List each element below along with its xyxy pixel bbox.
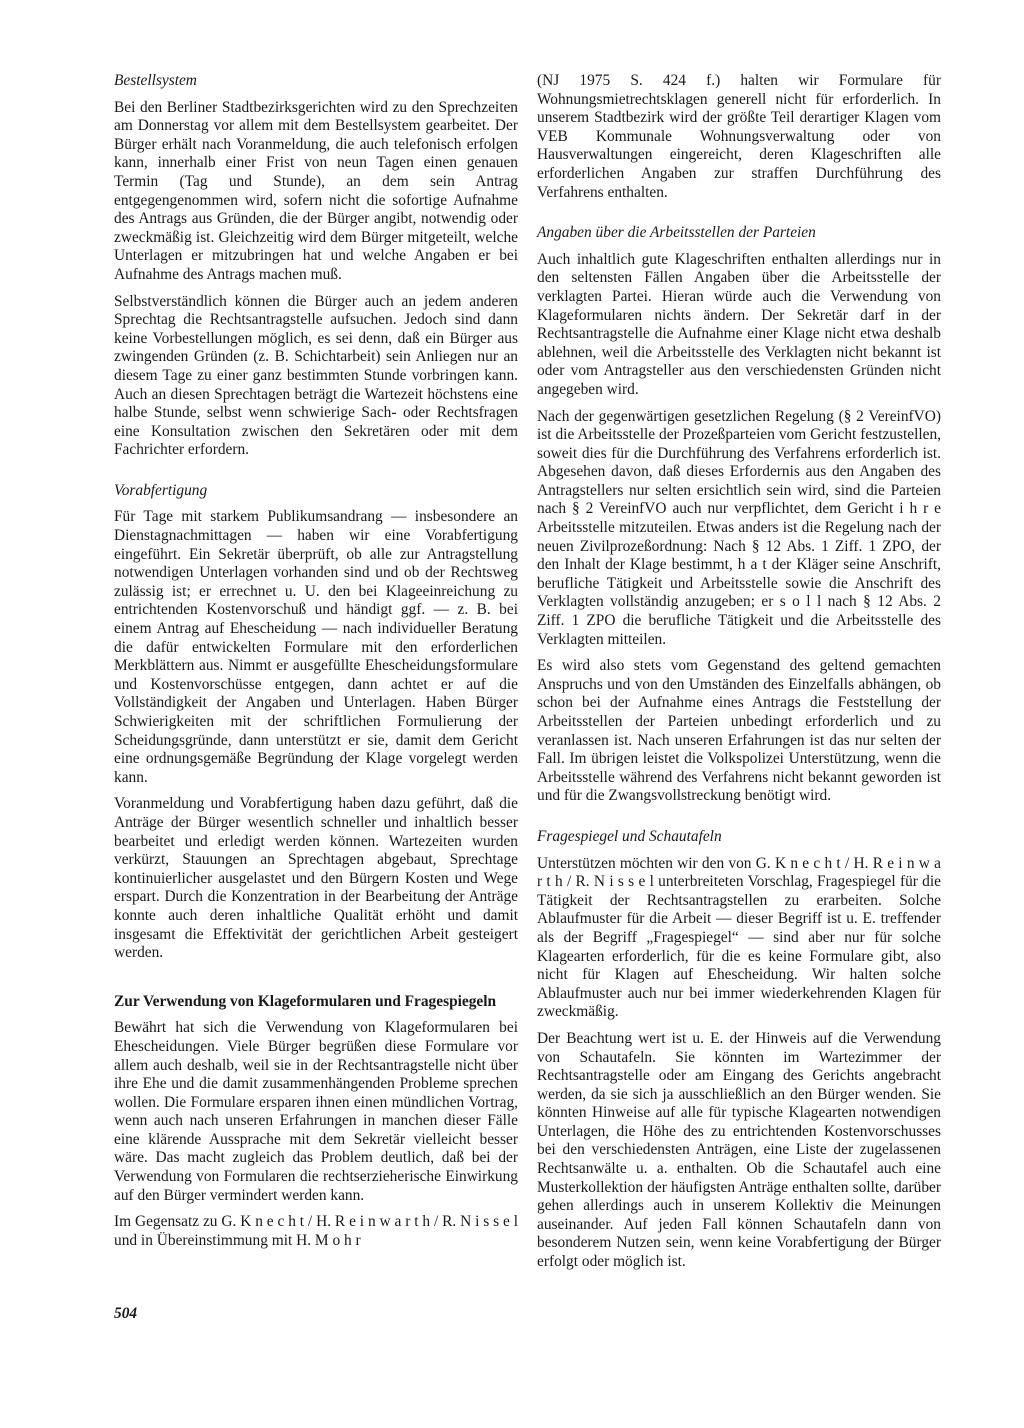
section-heading-vorabfertigung: Vorabfertigung [114,481,208,499]
paragraph: (NJ 1975 S. 424 f.) halten wir Formulare für Wohnungsmietrechtsklagen generell nicht für erforderlich. In unserem Stadtbezirk wird der größte Teil derartiger Klagen vom VEB Kommunale Wohnungsverwaltung oder von Hausverwaltungen eingereicht, deren Klageschriften alle erforderlichen Angaben zur straffen Durchführung des Verfahrens enthalten. [537,72,941,201]
paragraph: Selbstverständlich können die Bürger auch an jedem anderen Sprechtag die Rechtsantragstelle aufsuchen. Jedoch sind dann keine Vorbestellungen möglich, es sei denn, daß ein Bürger aus zwingenden Gründen (z. B. Schichtarbeit) sein Anliegen nur an diesem Tage zu einer ganz bestimmten Stunde vorbringen kann. Auch an diesen Sprechtagen beträgt die Wartezeit höchstens eine halbe Stunde, selbst wenn schwierige Sach- oder Rechtsfragen eine Konsultation zwischen den Sekretären oder mit dem Fachrichter erfordern. [114,292,518,459]
section-heading-klageformulare: Zur Verwendung von Klageformularen und Fragespiegeln [114,992,497,1010]
left-column [114,72,518,1258]
paragraph: Für Tage mit starkem Publikumsandrang — insbesondere an Dienstagnachmittagen — haben wir eine Vorabfertigung eingeführt. Ein Sekretär überprüft, ob alle zur Antragstellung notwendigen Unterlagen vorhanden sind und ob der Rechtsweg zulässig ist; er errechnet u. U. den bei Klageeinreichung zu entrichtenden Kostenvorschuß und händigt ggf. — z. B. bei einem Antrag auf Ehescheidung — nach individueller Beratung die dafür entwickelten Formulare mit den erforderlichen Merkblättern aus. Nimmt er ausgefüllte Ehescheidungsformulare und Kostenvorschüsse entgegen, dann achtet er auf die Vollständigkeit der Angaben und Unterlagen. Haben Bürger Schwierigkeiten mit der schriftlichen Formulierung der Scheidungsgründe, dann unterstützt er sie, damit dem Gericht eine ordnungsgemäße Begründung der Klage vorgelegt werden kann. [114,508,518,786]
paragraph: Voranmeldung und Vorabfertigung haben dazu geführt, daß die Anträge der Bürger wesentlich schneller und inhaltlich besser bearbeitet und erledigt werden können. Wartezeiten wurden verkürzt, Stauungen an Sprechtagen abgebaut, Sprechtage kontinuierlicher ausgelastet und den Bürgern Kosten und Wege erspart. Durch die Konzentration in der Bearbeitung der Anträge konnte auch deren inhaltliche Qualität erhöht und damit insgesamt die Effektivität der gerichtlichen Arbeit gesteigert werden. [114,795,518,962]
section-heading-arbeitsstellen: Angaben über die Arbeitsstellen der Parteien [537,224,816,242]
section-heading-bestellsystem: Bestellsystem [114,72,197,89]
right-column [537,72,941,1280]
paragraph: Der Beachtung wert ist u. E. der Hinweis auf die Verwendung von Schautafeln. Sie könnten im Wartezimmer der Rechtsantragstelle oder am Eingang des Gerichts angebracht werden, da sie sich ja ausschließlich an den Bürger wenden. Sie könnten Hinweise auf alle für typische Klagearten notwendigen Unterlagen, die Höhe des zu entrichtenden Kostenvorschusses bei den verschiedensten Anträgen, eine Liste der zugelassenen Rechtsanwälte u. a. enthalten. Ob die Schautafel auch eine Musterkollektion der häufigsten Anträge enthalten sollte, darüber gehen allerdings auch in unserem Kollektiv die Meinungen auseinander. Auf jeden Fall können Schautafeln dann von besonderem Nutzen sein, wenn keine Vorabfertigung der Bürger erfolgt oder möglich ist. [537,1029,941,1271]
paragraph: Unterstützen möchten wir den von G. K n e c h t / H. R e i n w a r t h / R. N i s s e l unterbreiteten Vorschlag, Fragespiegel für die Tätigkeit der Rechtsantragstellen zu erarbeiten. Solche Ablaufmuster für die Arbeit — dieser Begriff ist u. E. treffender als der Begriff „Fragespiegel“ — sind aber nur für solche Klagearten erforderlich, für die es keine Formulare gibt, also nicht für Klagen auf Ehescheidung. Wir halten solche Ablaufmuster auch nur bei immer wiederkehrenden Klagen für zweckmäßig. [537,854,941,1021]
paragraph: Es wird also stets vom Gegenstand des geltend gemachten Anspruchs und von den Umständen des Einzelfalls abhängen, ob schon bei der Aufnahme eines Antrags die Feststellung der Arbeitsstellen der Parteien unbedingt erforderlich und zu veranlassen ist. Nach unseren Erfahrungen ist das nur selten der Fall. Im übrigen leistet die Volkspolizei Unterstützung, wenn die Arbeitsstelle während des Verfahrens nicht bekannt geworden ist und für die Zwangsvollstreckung benötigt wird. [537,657,941,805]
paragraph: Auch inhaltlich gute Klageschriften enthalten allerdings nur in den seltensten Fällen Angaben über die Arbeitsstelle der verklagten Partei. Hieran würde auch die Verwendung von Klageformularen nichts ändern. Der Sekretär darf in der Rechtsantragstelle die Aufnahme einer Klage nicht etwa deshalb ablehnen, weil die Arbeitsstelle des Verklagten nicht bekannt ist oder vom Antragsteller aus den verschiedensten Gründen nicht angegeben wird. [537,250,941,398]
section-heading-fragespiegel: Fragespiegel und Schautafeln [537,827,722,845]
paragraph: Bewährt hat sich die Verwendung von Klageformularen bei Ehescheidungen. Viele Bürger begrüßen diese Formulare vor allem auch deshalb, weil sie in der Rechtsantragstelle nicht über ihre Ehe und die damit zusammenhängenden Probleme sprechen wollen. Die Formulare ersparen ihnen einen mündlichen Vortrag, wenn auch nach unseren Erfahrungen in manchen dieser Fälle eine klärende Aussprache mit dem Sekretär vielleicht besser wäre. Das macht zugleich das Problem deutlich, daß bei der Verwendung von Formularen die rechtserzieherische Einwirkung auf den Bürger vermindert werden kann. [114,1019,518,1204]
paragraph: Bei den Berliner Stadtbezirksgerichten wird zu den Sprechzeiten am Donnerstag vor allem mit dem Bestellsystem gearbeitet. Der Bürger erhält nach Voranmeldung, die auch telefonisch erfolgen kann, innerhalb einer Frist von neun Tagen einen genauen Termin (Tag und Stunde), an dem sein Antrag entgegengenommen wird, sofern nicht die sofortige Aufnahme des Antrags aus Gründen, die der Bürger angibt, notwendig oder zweckmäßig ist. Gleichzeitig wird dem Bürger mitgeteilt, welche Unterlagen er mitzubringen hat und welche Angaben er bei Aufnahme des Antrags machen muß. [114,98,518,283]
paragraph: Im Gegensatz zu G. K n e c h t / H. R e i n w a r t h / R. N i s s e l und in Übereinstimmung mit H. M o h r [114,1213,518,1249]
paragraph: Nach der gegenwärtigen gesetzlichen Regelung (§ 2 VereinfVO) ist die Arbeitsstelle der Prozeßparteien vom Gericht festzustellen, soweit dies für die Durchführung des Verfahrens erforderlich ist. Abgesehen davon, daß dieses Erfordernis aus den Angaben des Antragstellers nur selten ersichtlich sein wird, sind die Parteien nach § 2 VereinfVO auch nur verpflichtet, dem Gericht i h r e Arbeitsstelle mitzuteilen. Etwas anders ist die Regelung nach der neuen Zivilprozeßordnung: Nach § 12 Abs. 1 Ziff. 1 ZPO, der den Inhalt der Klage bestimmt, h a t der Kläger seine Anschrift, berufliche Tätigkeit und Arbeitsstelle sowie die Anschrift des Verklagten vollständig anzugeben; er s o l l nach § 12 Abs. 2 Ziff. 1 ZPO die berufliche Tätigkeit und die Arbeitsstelle des Verklagten mitteilen. [537,407,941,648]
page-number: 504 [114,1305,138,1322]
